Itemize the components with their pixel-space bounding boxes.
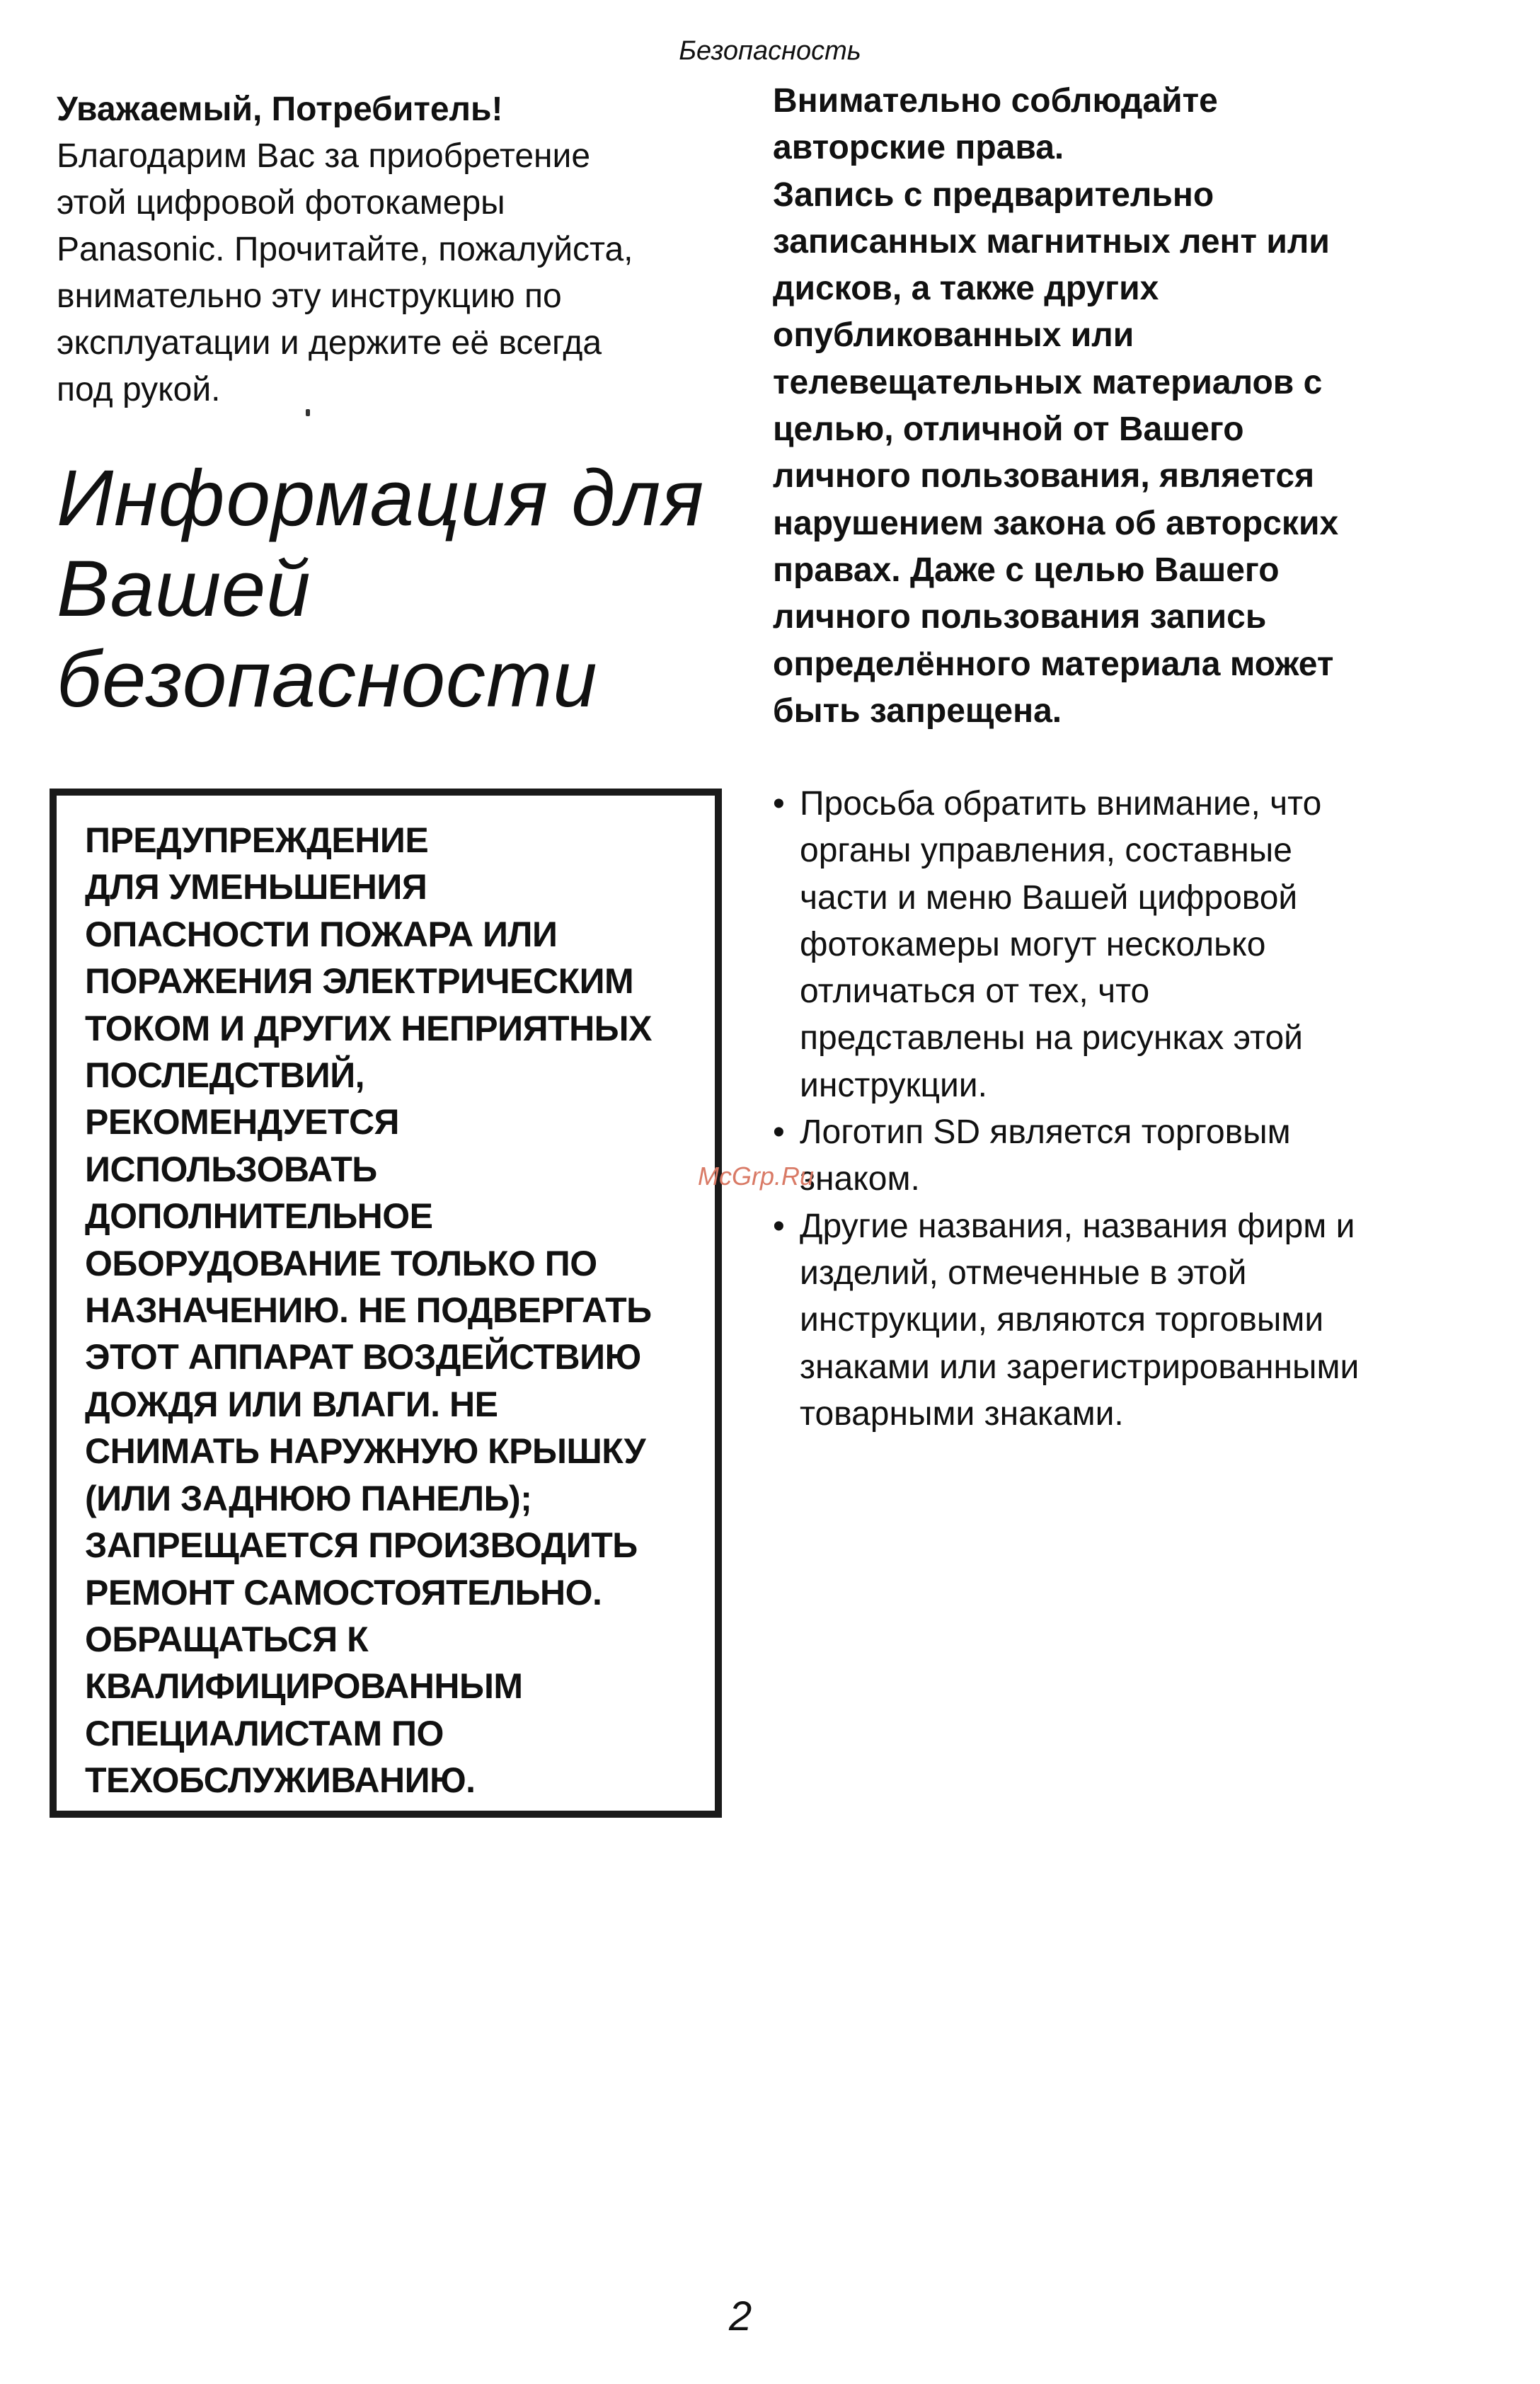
copyright-line: быть запрещена. — [773, 692, 1062, 730]
section-title — [57, 453, 722, 725]
warning-line: ОБРАЩАТЬСЯ К — [85, 1619, 369, 1659]
notes-list — [773, 781, 1481, 1438]
scan-speck — [306, 409, 310, 416]
warning-line: ТОКОМ И ДРУГИХ НЕПРИЯТНЫХ — [85, 1008, 652, 1048]
warning-line: ТЕХОБСЛУЖИВАНИЮ. — [85, 1760, 476, 1801]
note-line: знаком. — [800, 1160, 920, 1198]
intro-line: под рукой. — [57, 371, 221, 408]
copyright-line: целью, отличной от Вашего — [773, 411, 1244, 449]
intro-line: внимательно эту инструкцию по — [57, 277, 562, 315]
copyright-line: дисков, а также других — [773, 270, 1159, 308]
warning-line: ИСПОЛЬЗОВАТЬ — [85, 1149, 377, 1189]
section-title-line: безопасности — [57, 635, 598, 723]
section-title-line: Информация для — [57, 454, 705, 542]
intro-line: Благодарим Вас за приобретение — [57, 137, 591, 175]
note-line: инструкции, являются торговыми — [800, 1301, 1324, 1339]
note-item — [773, 781, 1481, 1109]
page-number: 2 — [729, 2293, 752, 2339]
warning-line: РЕКОМЕНДУЕТСЯ — [85, 1102, 399, 1142]
copyright-line: опубликованных или — [773, 316, 1134, 355]
intro-line: эксплуатации и держите её всегда — [57, 324, 602, 362]
note-line: фотокамеры могут несколько — [800, 925, 1266, 963]
copyright-line: нарушением закона об авторских — [773, 504, 1339, 542]
warning-line: СНИМАТЬ НАРУЖНУЮ КРЫШКУ — [85, 1431, 646, 1472]
note-line: изделий, отмеченные в этой — [800, 1254, 1247, 1292]
note-line: представлены на рисунках этой — [800, 1019, 1303, 1058]
warning-line: ДЛЯ УМЕНЬШЕНИЯ — [85, 867, 427, 907]
warning-line: КВАЛИФИЦИРОВАННЫМ — [85, 1666, 523, 1707]
intro-line: этой цифровой фотокамеры — [57, 184, 505, 222]
warning-line: ЭТОТ АППАРАТ ВОЗДЕЙСТВИЮ — [85, 1337, 641, 1377]
copyright-line: Запись с предварительно — [773, 176, 1214, 214]
intro-paragraph — [57, 133, 722, 413]
intro-line: Panasonic. Прочитайте, пожалуйста, — [57, 231, 633, 268]
copyright-line: личного пользования, является — [773, 457, 1315, 495]
note-item — [773, 1109, 1481, 1203]
note-line: органы управления, составные — [800, 832, 1292, 870]
warning-text — [85, 817, 715, 1804]
section-title-line: Вашей — [57, 544, 311, 633]
copyright-line: авторские права. — [773, 129, 1064, 167]
bullet-icon: • — [773, 1113, 785, 1152]
note-line: Просьба обратить внимание, что — [800, 785, 1322, 823]
warning-line: ОПАСНОСТИ ПОЖАРА ИЛИ — [85, 914, 558, 954]
note-line: знаками или зарегистрированными — [800, 1348, 1360, 1386]
bullet-icon: • — [773, 1207, 785, 1245]
copyright-line: определённого материала может — [773, 645, 1334, 683]
warning-line: НАЗНАЧЕНИЮ. НЕ ПОДВЕРГАТЬ — [85, 1290, 652, 1331]
watermark: McGrp.Ru — [698, 1162, 815, 1191]
copyright-line: личного пользования запись — [773, 598, 1267, 636]
copyright-line: телевещательных материалов с — [773, 363, 1323, 401]
copyright-notice — [773, 78, 1481, 735]
copyright-column — [773, 78, 1481, 735]
note-line: Другие названия, названия фирм и — [800, 1207, 1355, 1245]
note-line: товарными знаками. — [800, 1394, 1124, 1433]
warning-line: РЕМОНТ САМОСТОЯТЕЛЬНО. — [85, 1572, 602, 1612]
warning-line: ПОРАЖЕНИЯ ЭЛЕКТРИЧЕСКИМ — [85, 961, 634, 1002]
warning-line: ПРЕДУПРЕЖДЕНИЕ — [85, 820, 429, 860]
bullet-icon: • — [773, 785, 785, 823]
intro-column — [57, 86, 722, 725]
warning-line: ПОСЛЕДСТВИЙ, — [85, 1055, 365, 1096]
warning-line: ДОПОЛНИТЕЛЬНОЕ — [85, 1196, 433, 1237]
copyright-line: записанных магнитных лент или — [773, 222, 1330, 260]
running-header: Безопасность — [679, 36, 861, 66]
warning-line: (ИЛИ ЗАДНЮЮ ПАНЕЛЬ); — [85, 1478, 532, 1518]
warning-box — [50, 789, 722, 1818]
greeting: Уважаемый, Потребитель! — [57, 91, 503, 128]
note-line: Логотип SD является торговым — [800, 1113, 1291, 1152]
warning-line: ОБОРУДОВАНИЕ ТОЛЬКО ПО — [85, 1243, 597, 1283]
warning-line: ДОЖДЯ ИЛИ ВЛАГИ. НЕ — [85, 1384, 498, 1424]
note-line: части и меню Вашей цифровой — [800, 878, 1298, 917]
note-line: отличаться от тех, что — [800, 973, 1150, 1011]
note-line: инструкции. — [800, 1066, 987, 1104]
copyright-line: Внимательно соблюдайте — [773, 82, 1218, 120]
warning-line: СПЕЦИАЛИСТАМ ПО — [85, 1713, 444, 1753]
note-item — [773, 1203, 1481, 1438]
copyright-line: правах. Даже с целью Вашего — [773, 551, 1280, 589]
warning-line: ЗАПРЕЩАЕТСЯ ПРОИЗВОДИТЬ — [85, 1525, 638, 1566]
